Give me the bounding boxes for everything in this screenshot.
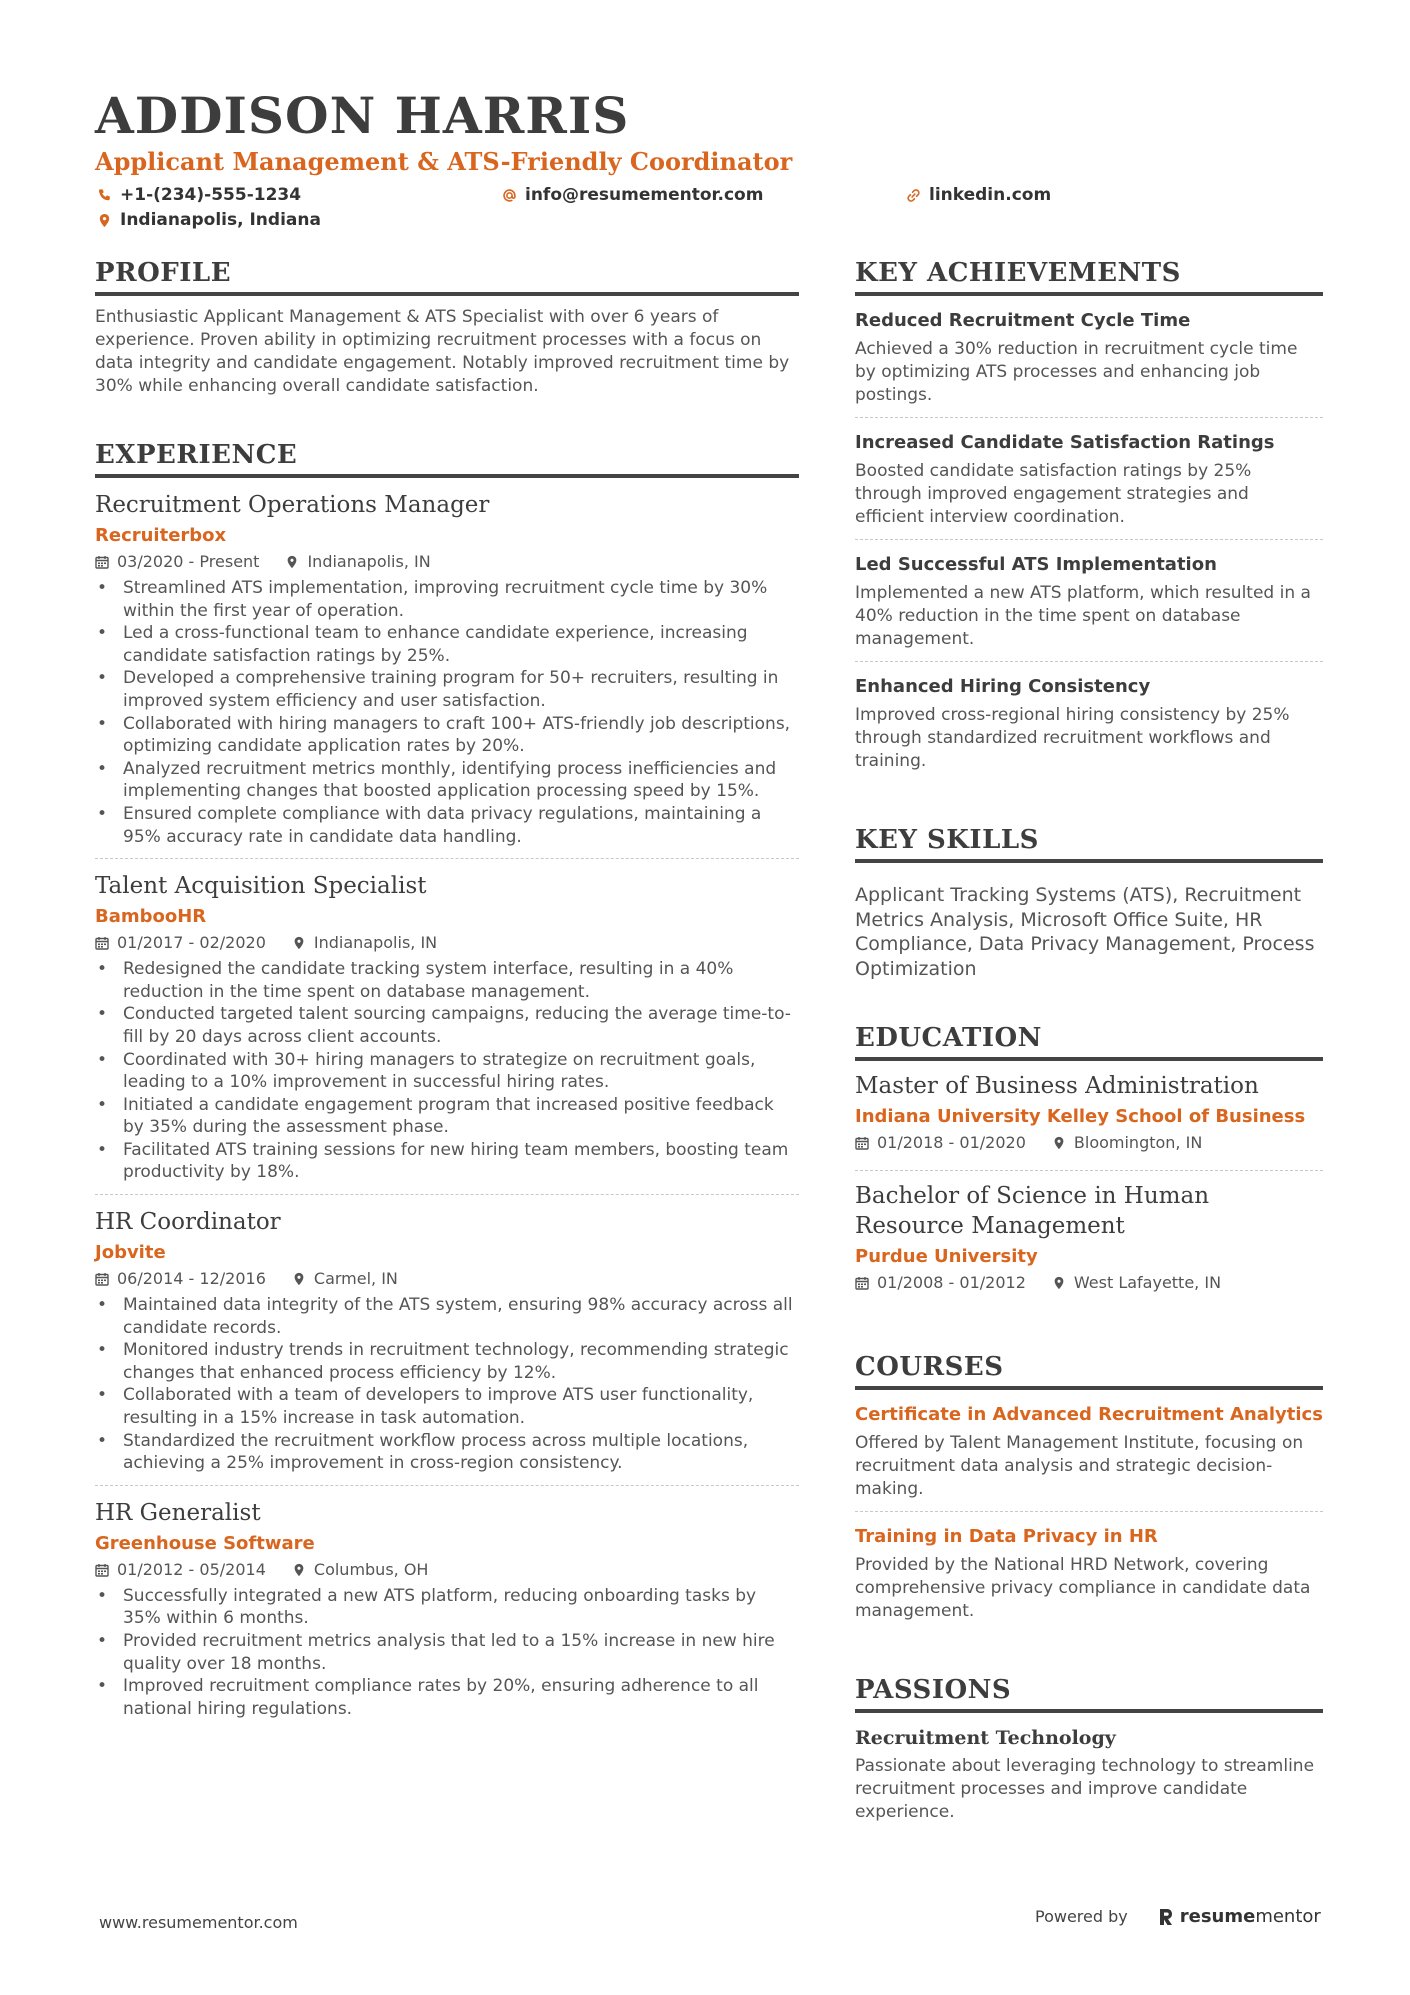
footer-branding	[1035, 1906, 1321, 1927]
degree-name: Bachelor of Science in Human Resource Management	[855, 1183, 1210, 1239]
job-bullet: • Monitored industry trends in recruitment technology, recommending strategic changes that enhanced process efficiency by 12%.	[95, 1339, 799, 1384]
course-title: Training in Data Privacy in HR	[855, 1526, 1158, 1547]
achievement-item	[855, 296, 1323, 417]
education-dates: 01/2008 - 01/2012	[877, 1273, 1026, 1292]
course-item	[855, 1511, 1323, 1633]
course-title: Certificate in Advanced Recruitment Analytics	[855, 1404, 1323, 1425]
courses-section	[855, 1350, 1323, 1633]
job-title: Talent Acquisition Specialist	[95, 873, 427, 900]
education-meta	[855, 1272, 1323, 1294]
job-bullet: • Redesigned the candidate tracking system interface, resulting in a 40% reduction in the time spent on database management.	[95, 958, 799, 1003]
job-title: Recruitment Operations Manager	[95, 492, 490, 518]
passion-desc: Passionate about leveraging technology to streamline recruitment processes and improve candidate experience.	[855, 1756, 1315, 1822]
job-meta	[95, 1559, 799, 1581]
contact-email[interactable]	[502, 184, 763, 206]
job-location: Indianapolis, IN	[313, 933, 438, 953]
achievements-section	[855, 256, 1323, 783]
job-bullets	[95, 1294, 799, 1475]
job-title: HR Coordinator	[95, 1209, 281, 1236]
education-section	[855, 1021, 1323, 1310]
phone-icon	[97, 188, 112, 203]
education-meta	[855, 1132, 1323, 1154]
calendar-icon	[95, 936, 109, 950]
company-name: Jobvite	[95, 1242, 166, 1264]
education-dates: 01/2018 - 01/2020	[877, 1133, 1026, 1152]
job-bullet: • Maintained data integrity of the ATS system, ensuring 98% accuracy across all candidate records.	[95, 1294, 799, 1339]
experience-heading: EXPERIENCE	[95, 438, 799, 478]
link-icon	[906, 188, 921, 203]
job-bullet: • Conducted targeted talent sourcing campaigns, reducing the average time-to-fill by 20 days across client accounts.	[95, 1003, 799, 1048]
education-heading: EDUCATION	[855, 1021, 1323, 1061]
right-column	[855, 256, 1323, 1864]
contact-info	[95, 184, 1325, 232]
job-dates: 01/2012 - 05/2014	[117, 1559, 266, 1579]
at-icon	[502, 188, 517, 203]
profile-heading: PROFILE	[95, 256, 799, 296]
profile-summary: Enthusiastic Applicant Management & ATS Specialist with over 6 years of experience. Proven ability in optimizing recruitment processes with a focus on data integrity and candidate engagement. Notably improved recruitment time by 30% while enhancing overall candidate satisfaction.	[95, 307, 790, 396]
achievement-item	[855, 661, 1323, 783]
job-bullet: • Collaborated with hiring managers to craft 100+ ATS-friendly job descriptions, optimizing candidate application rates by 20%.	[95, 713, 799, 758]
achievement-desc: Improved cross-regional hiring consistency by 25% through standardized recruitment workflows and training.	[855, 705, 1290, 771]
footer-website[interactable]: www.resumementor.com	[99, 1913, 298, 1932]
location-pin-icon	[292, 1272, 306, 1286]
job-meta	[95, 551, 799, 573]
contact-phone[interactable]	[97, 184, 301, 206]
job-location: Indianapolis, IN	[307, 552, 431, 571]
location-pin-icon	[1052, 1136, 1066, 1150]
job-entry	[95, 478, 799, 858]
education-location: Bloomington, IN	[1073, 1133, 1203, 1152]
candidate-title: Applicant Management & ATS-Friendly Coordinator	[95, 147, 793, 176]
job-bullet: • Successfully integrated a new ATS platform, reducing onboarding tasks by 35% within 6 months.	[95, 1585, 799, 1630]
job-dates: 06/2014 - 12/2016	[117, 1269, 266, 1289]
calendar-icon	[95, 1563, 109, 1577]
job-entry	[95, 1194, 799, 1485]
course-desc: Offered by Talent Management Institute, focusing on recruitment data analysis and strategic decision-making.	[855, 1433, 1304, 1499]
job-title: HR Generalist	[95, 1499, 261, 1526]
job-location: Columbus, OH	[313, 1559, 429, 1579]
company-name: BambooHR	[95, 906, 207, 928]
skills-section	[855, 823, 1323, 981]
location-pin-icon	[292, 1563, 306, 1577]
achievement-desc: Achieved a 30% reduction in recruitment cycle time by optimizing ATS processes and enhancing job postings.	[855, 339, 1298, 405]
location-pin-icon	[1052, 1276, 1066, 1290]
education-item	[855, 1170, 1323, 1310]
achievement-item	[855, 539, 1323, 661]
job-meta	[95, 932, 799, 954]
job-bullet: • Developed a comprehensive training program for 50+ recruiters, resulting in improved system efficiency and user satisfaction.	[95, 667, 799, 712]
achievement-title: Increased Candidate Satisfaction Ratings	[855, 432, 1275, 453]
passions-section	[855, 1673, 1323, 1824]
achievement-title: Led Successful ATS Implementation	[855, 554, 1217, 575]
achievement-title: Reduced Recruitment Cycle Time	[855, 310, 1191, 331]
job-bullet: • Coordinated with 30+ hiring managers to strategize on recruitment goals, leading to a 10% improvement in successful hiring rates.	[95, 1049, 799, 1094]
linkedin-text: linkedin.com	[929, 185, 1052, 205]
brand-name-bold: resume	[1179, 1906, 1256, 1927]
skills-heading: KEY SKILLS	[855, 823, 1323, 863]
candidate-name: ADDISON HARRIS	[95, 86, 630, 145]
job-bullet: • Streamlined ATS implementation, improving recruitment cycle time by 30% within the first year of operation.	[95, 577, 799, 622]
job-bullet: • Analyzed recruitment metrics monthly, identifying process inefficiencies and implementing changes that boosted application processing speed by 15%.	[95, 758, 799, 803]
location-pin-icon	[97, 213, 112, 228]
job-bullet: • Collaborated with a team of developers to improve ATS user functionality, resulting in a 15% increase in task automation.	[95, 1384, 799, 1429]
achievements-heading: KEY ACHIEVEMENTS	[855, 256, 1323, 296]
company-name: Recruiterbox	[95, 525, 227, 546]
location-pin-icon	[285, 555, 299, 569]
job-bullet: • Ensured complete compliance with data privacy regulations, maintaining a 95% accuracy rate in candidate data handling.	[95, 803, 799, 848]
contact-linkedin[interactable]	[906, 184, 1051, 206]
brand-name-light: mentor	[1255, 1906, 1321, 1927]
company-name: Greenhouse Software	[95, 1532, 315, 1554]
passions-heading: PASSIONS	[855, 1673, 1323, 1713]
profile-section	[95, 256, 799, 398]
location-pin-icon	[292, 936, 306, 950]
achievement-desc: Boosted candidate satisfaction ratings by 25% through improved engagement strategies and efficient interview coordination.	[855, 461, 1252, 527]
education-item	[855, 1061, 1323, 1170]
calendar-icon	[95, 1272, 109, 1286]
calendar-icon	[855, 1136, 869, 1150]
degree-name: Master of Business Administration	[855, 1073, 1259, 1099]
school-name: Indiana University Kelley School of Business	[855, 1106, 1306, 1127]
achievement-title: Enhanced Hiring Consistency	[855, 676, 1151, 697]
job-bullet: • Improved recruitment compliance rates by 20%, ensuring adherence to all national hiring regulations.	[95, 1675, 799, 1720]
achievement-item	[855, 417, 1323, 539]
job-bullet: • Led a cross-functional team to enhance candidate experience, increasing candidate satisfaction ratings by 25%.	[95, 622, 799, 667]
school-name: Purdue University	[855, 1246, 1038, 1267]
job-entry	[95, 858, 799, 1194]
job-entry	[95, 1485, 799, 1731]
calendar-icon	[855, 1276, 869, 1290]
courses-heading: COURSES	[855, 1350, 1323, 1390]
job-bullets	[95, 1585, 799, 1721]
powered-by-label: Powered by	[1035, 1907, 1128, 1926]
location-text: Indianapolis, Indiana	[120, 210, 321, 230]
job-meta	[95, 1268, 799, 1290]
skills-list: Applicant Tracking Systems (ATS), Recruitment Metrics Analysis, Microsoft Office Suite, HR Compliance, Data Privacy Management, Process Optimization	[855, 884, 1315, 980]
passion-title: Recruitment Technology	[855, 1727, 1116, 1749]
course-desc: Provided by the National HRD Network, covering comprehensive privacy compliance in candidate data management.	[855, 1555, 1311, 1621]
contact-location	[97, 209, 321, 231]
brand-logo[interactable]	[1158, 1906, 1321, 1927]
education-location: West Lafayette, IN	[1073, 1273, 1222, 1292]
experience-section	[95, 438, 799, 1730]
phone-text: +1-(234)-555-1234	[120, 185, 302, 205]
resumementor-logo-icon	[1158, 1907, 1174, 1927]
job-bullet: • Facilitated ATS training sessions for new hiring team members, boosting team productivity by 18%.	[95, 1139, 799, 1184]
job-bullets	[95, 958, 799, 1184]
job-location: Carmel, IN	[313, 1269, 398, 1289]
job-dates: 01/2017 - 02/2020	[117, 933, 266, 953]
calendar-icon	[95, 555, 109, 569]
job-dates: 03/2020 - Present	[117, 552, 260, 571]
job-bullet: • Standardized the recruitment workflow process across multiple locations, achieving a 25% improvement in cross-region consistency.	[95, 1430, 799, 1475]
job-bullets	[95, 577, 799, 848]
job-bullet: • Provided recruitment metrics analysis that led to a 15% increase in new hire quality over 18 months.	[95, 1630, 799, 1675]
left-column	[95, 256, 799, 1770]
course-item	[855, 1390, 1323, 1511]
job-bullet: • Initiated a candidate engagement program that increased positive feedback by 35% during the assessment phase.	[95, 1094, 799, 1139]
resume-header	[95, 86, 1325, 232]
achievement-desc: Implemented a new ATS platform, which resulted in a 40% reduction in the time spent on database management.	[855, 583, 1311, 649]
email-text: info@resumementor.com	[525, 185, 764, 205]
